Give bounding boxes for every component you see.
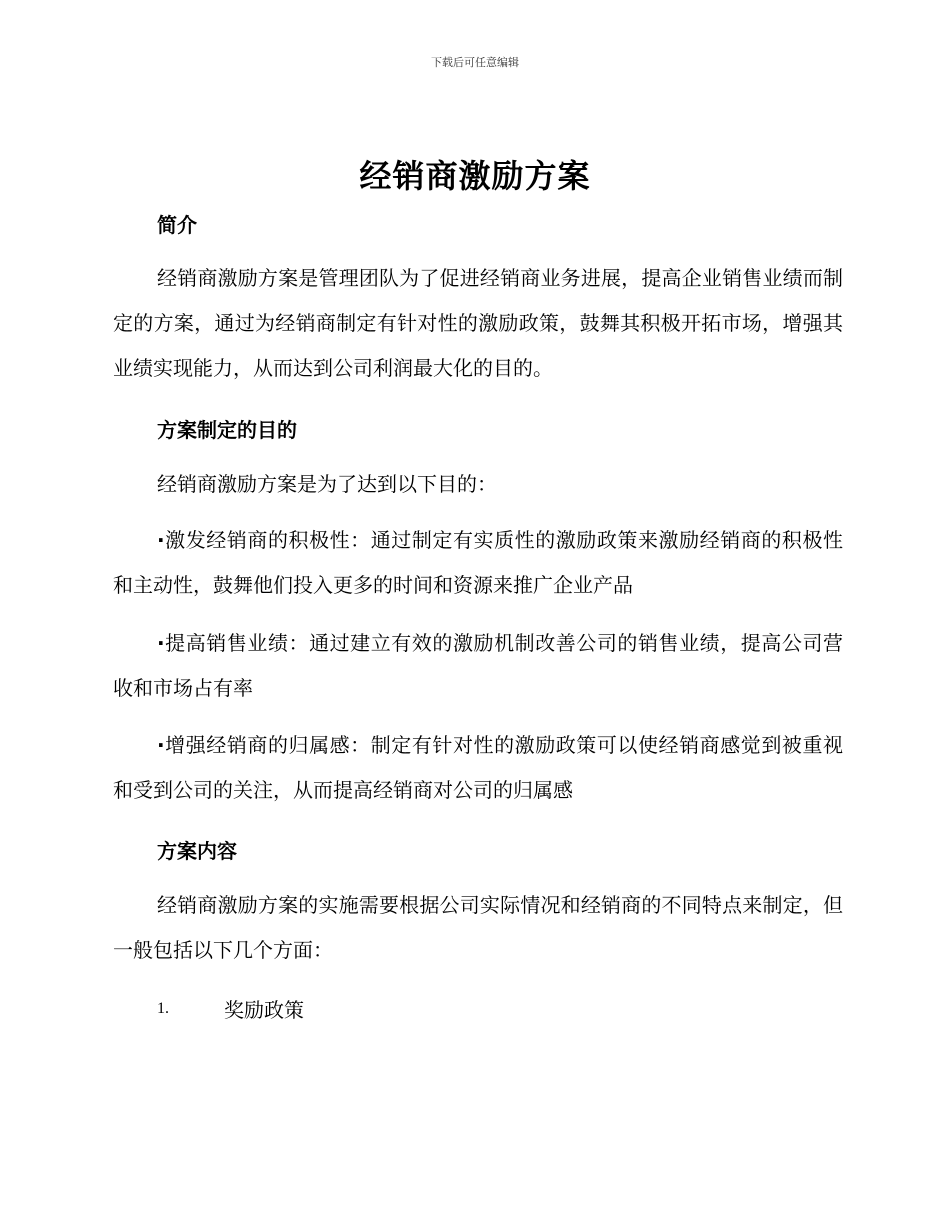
section-heading-intro: 简介 [157, 213, 197, 237]
content-paragraph: 经销商激励方案的实施需要根据公司实际情况和经销商的不同特点来制定，但一般包括以下几个方面： [113, 893, 843, 962]
bullet-text: 增强经销商的归属感：制定有针对性的激励政策可以使经销商感觉到被重视和受到公司的关注，从而提高经销商对公司的归属感 [113, 733, 843, 802]
document-title: 经销商激励方案 [359, 157, 591, 195]
bullet-text: 提高销售业绩：通过建立有效的激励机制改善公司的销售业绩，提高公司营收和市场占有率 [113, 631, 843, 700]
list-item-number: 1. [157, 999, 169, 1017]
purpose-bullet-item [113, 723, 843, 813]
bullet-marker: · [157, 631, 165, 655]
list-item-label: 奖励政策 [224, 998, 304, 1022]
page-header-note: 下载后可任意编辑 [431, 56, 519, 69]
bullet-text: 激发经销商的积极性：通过制定有实质性的激励政策来激励经销商的积极性和主动性，鼓舞他们投入更多的时间和资源来推广企业产品 [113, 528, 843, 597]
numbered-list-item [157, 994, 304, 1023]
purpose-bullet-item [113, 621, 843, 711]
purpose-bullet-item [113, 518, 843, 608]
bullet-marker: · [157, 528, 165, 552]
bullet-marker: · [157, 733, 165, 757]
section-heading-content: 方案内容 [157, 839, 237, 863]
intro-paragraph: 经销商激励方案是管理团队为了促进经销商业务进展，提高企业销售业绩而制定的方案，通过为经销商制定有针对性的激励政策，鼓舞其积极开拓市场，增强其业绩实现能力，从而达到公司利润最大化的目的。 [113, 266, 843, 380]
section-heading-purpose: 方案制定的目的 [157, 418, 297, 442]
purpose-lead-paragraph: 经销商激励方案是为了达到以下目的： [157, 472, 497, 496]
